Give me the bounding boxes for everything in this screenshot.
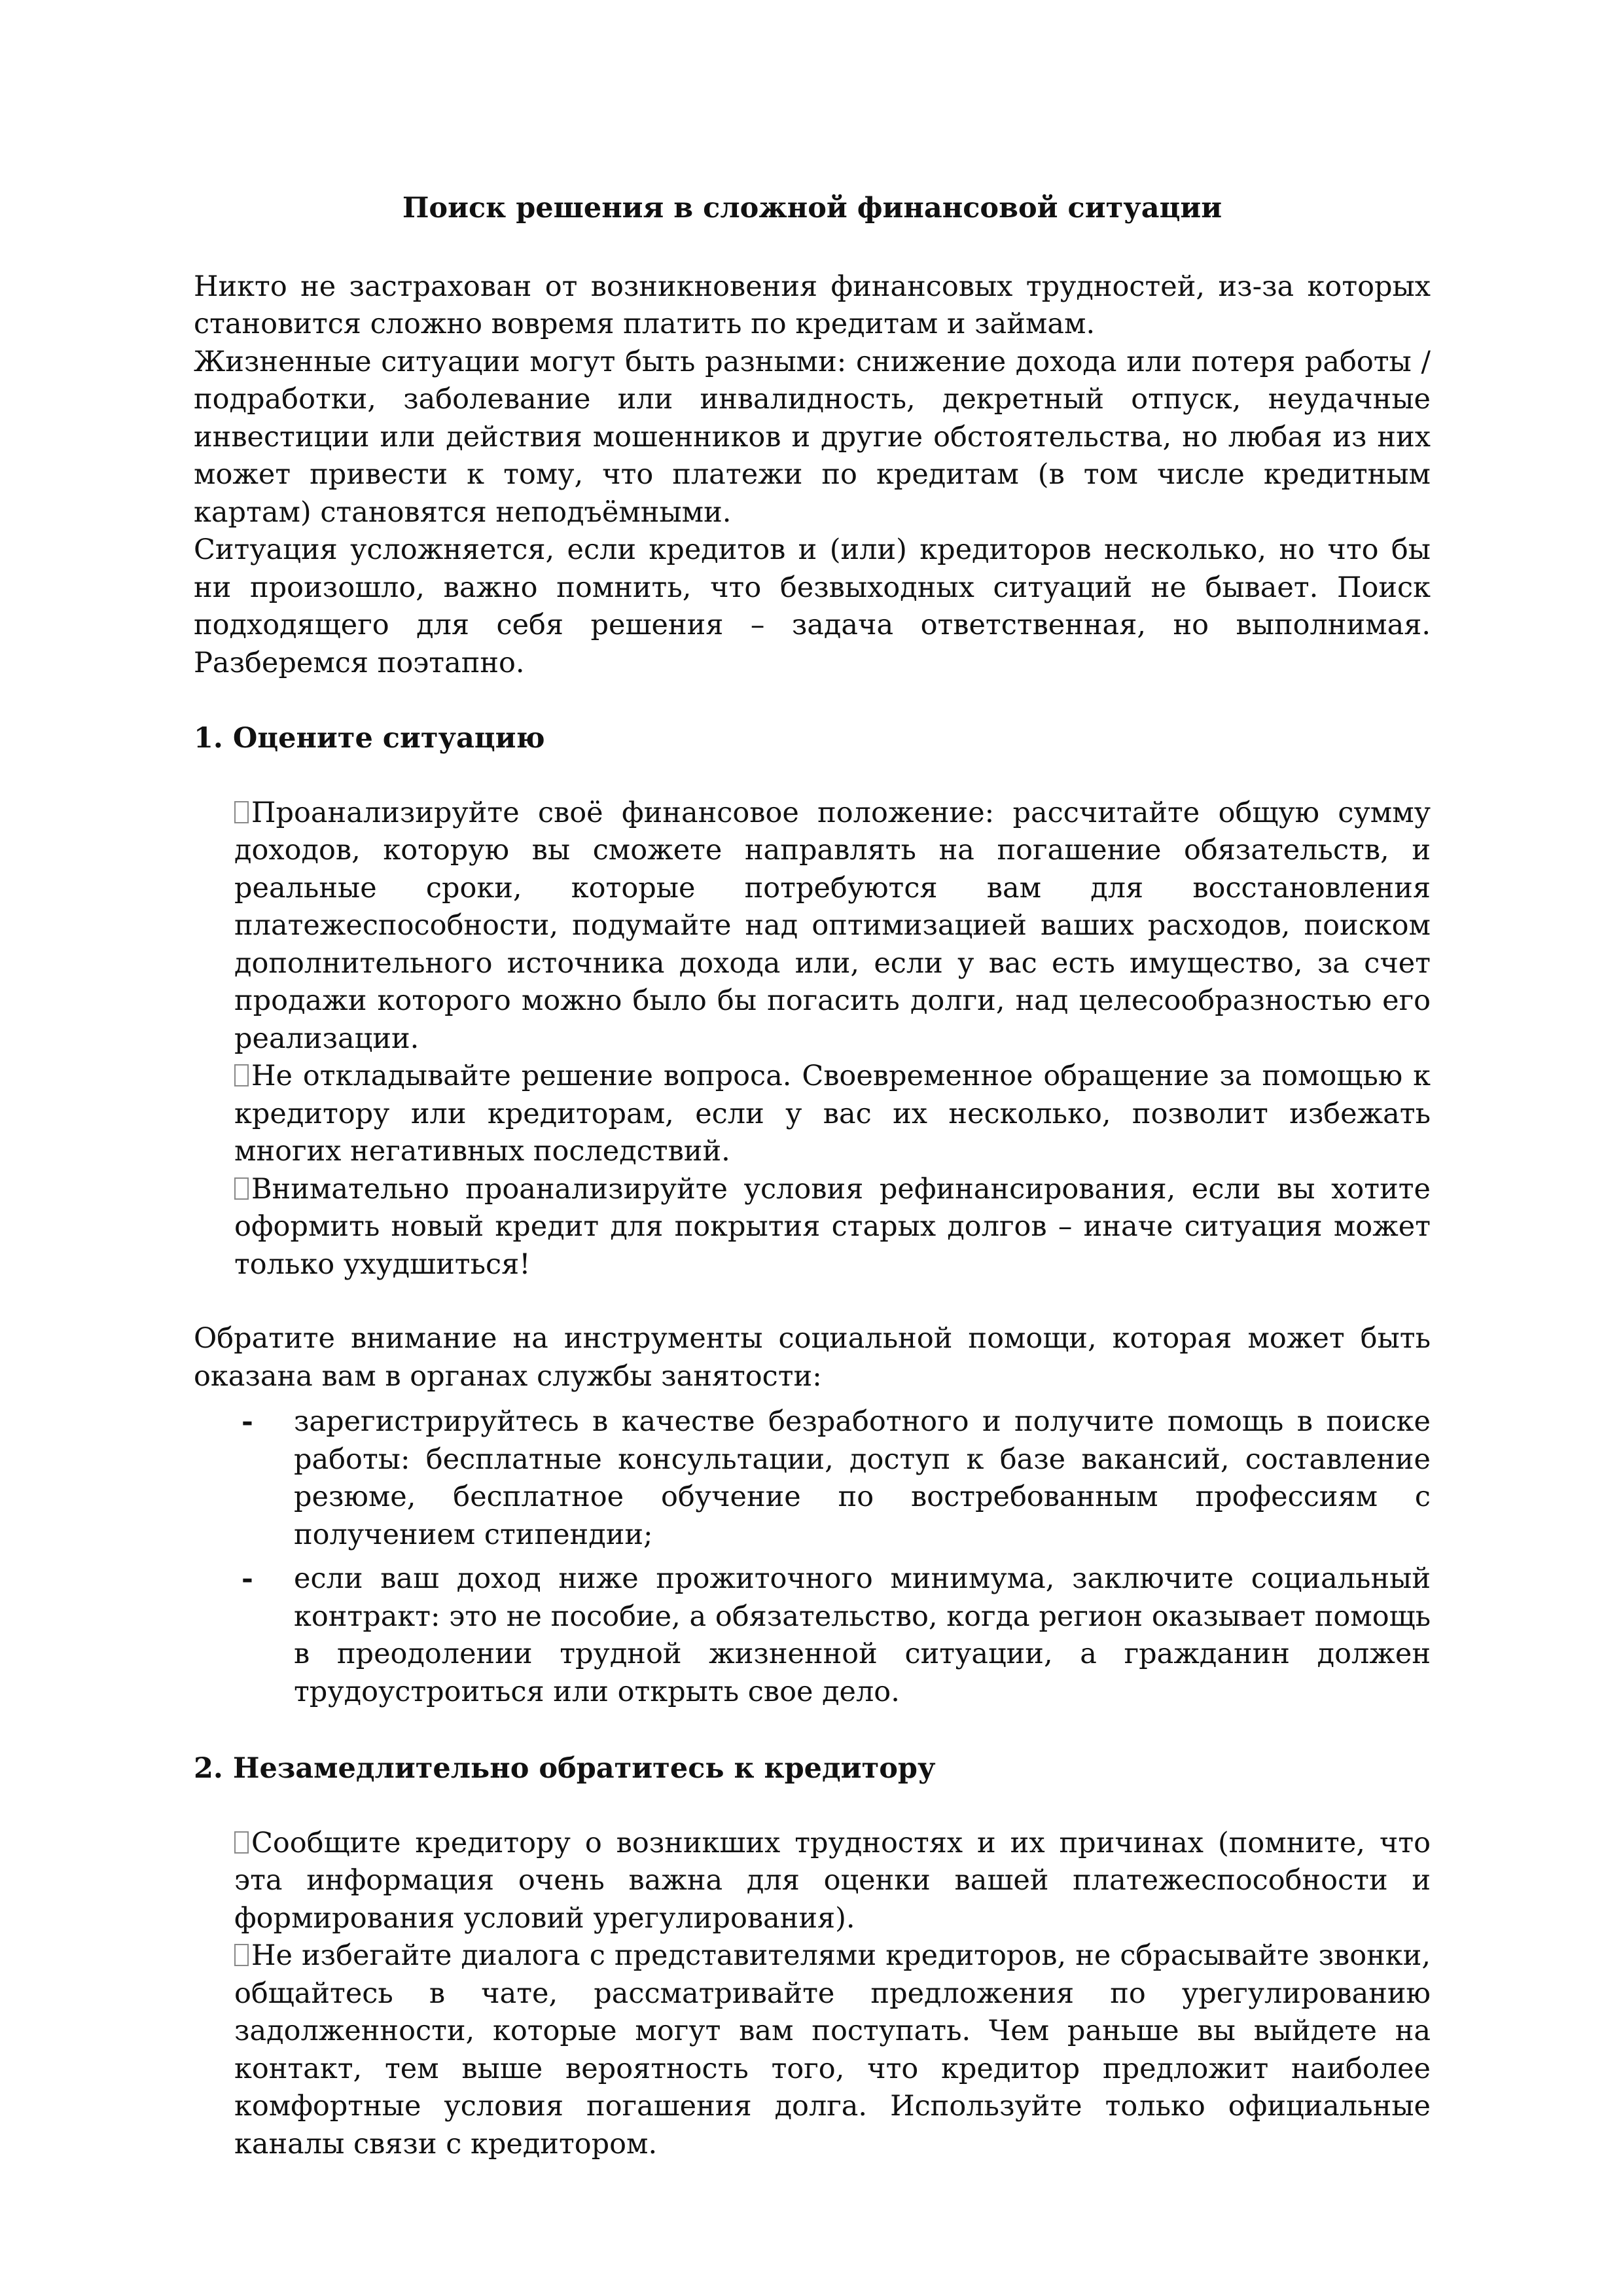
bullet-list	[234, 1825, 1431, 2164]
dash-item	[194, 1560, 1431, 1711]
section-heading: 1. Оцените ситуацию	[194, 722, 545, 755]
document-page	[194, 190, 1431, 2163]
bullet-text: Не избегайте диалога с представителями кредиторов, не сбрасывайте звонки, общайтесь в чате, рассматривайте предложения по урегулированию задолженности, которые могут вам поступать. Чем раньше вы выйдете на контакт, тем выше вероятность того, что кредитор предложит наиболее комфортные условия погашения долга. Используйте только официальные каналы связи с кредитором.	[234, 1939, 1431, 2161]
note-paragraph: Обратите внимание на инструменты социальной помощи, которая может быть оказана вам в органах службы занятости:	[194, 1322, 1431, 1393]
missing-glyph-bullet-icon	[234, 1831, 249, 1854]
bullet-text: Внимательно проанализируйте условия рефинансирования, если вы хотите оформить новый кредит для покрытия старых долгов – иначе ситуация может только ухудшиться!	[234, 1172, 1431, 1281]
bullet-item	[234, 1171, 1431, 1284]
missing-glyph-bullet-icon	[234, 1944, 249, 1966]
bullet-text: Сообщите кредитору о возникших трудностях и их причинах (помните, что эта информация очень важна для оценки вашей платежеспособности и формирования условий урегулирования).	[234, 1826, 1431, 1935]
dash-item	[194, 1403, 1431, 1554]
document-title: Поиск решения в сложной финансовой ситуации	[402, 192, 1222, 224]
dash-bullet-icon: -	[241, 1562, 253, 1595]
dash-item-text: зарегистрируйтесь в качестве безработного и получите помощь в поиске работы: бесплатные консультации, доступ к базе вакансий, составление резюме, бесплатное обучение по востребованным профессиям с получением стипендии;	[294, 1405, 1431, 1551]
bullet-list	[234, 795, 1431, 1284]
intro-paragraph: Ситуация усложняется, если кредитов и (или) кредиторов несколько, но что бы ни произошло, важно помнить, что безвыходных ситуаций не бывает. Поиск подходящего для себя решения – задача ответственная, но выполнимая. Разберемся поэтапно.	[194, 533, 1431, 679]
bullet-text: Не откладывайте решение вопроса. Своевременное обращение за помощью к кредитору или кредиторам, если у вас их несколько, позволит избежать многих негативных последствий.	[234, 1060, 1431, 1168]
bullet-text: Проанализируйте своё финансовое положение: рассчитайте общую сумму доходов, которую вы сможете направлять на погашение обязательств, и реальные сроки, которые потребуются вам для восстановления платежеспособности, подумайте над оптимизацией ваших расходов, поиском дополнительного источника дохода или, если у вас есть имущество, за счет продажи которого можно было бы погасить долги, над целесообразностью его реализации.	[234, 796, 1431, 1055]
missing-glyph-bullet-icon	[234, 801, 249, 823]
bullet-item	[234, 795, 1431, 1058]
intro-paragraph: Жизненные ситуации могут быть разными: снижение дохода или потеря работы / подработки, заболевание или инвалидность, декретный отпуск, неудачные инвестиции или действия мошенников и другие обстоятельства, но любая из них может привести к тому, что платежи по кредитам (в том числе кредитным картам) становятся неподъёмными.	[194, 345, 1431, 529]
intro-paragraph: Никто не застрахован от возникновения финансовых трудностей, из-за которых становится сложно вовремя платить по кредитам и займам.	[194, 270, 1431, 340]
bullet-item	[234, 1825, 1431, 1938]
dash-item-text: если ваш доход ниже прожиточного минимума, заключите социальный контракт: это не пособие, а обязательство, когда регион оказывает помощь в преодолении трудной жизненной ситуации, а гражданин должен трудоустроиться или открыть свое дело.	[294, 1562, 1431, 1708]
missing-glyph-bullet-icon	[234, 1064, 249, 1086]
bullet-item	[234, 1937, 1431, 2163]
dash-list	[194, 1403, 1431, 1711]
bullet-item	[234, 1058, 1431, 1171]
dash-bullet-icon: -	[241, 1405, 253, 1438]
section-heading: 2. Незамедлительно обратитесь к кредитору	[194, 1752, 936, 1785]
missing-glyph-bullet-icon	[234, 1177, 249, 1200]
